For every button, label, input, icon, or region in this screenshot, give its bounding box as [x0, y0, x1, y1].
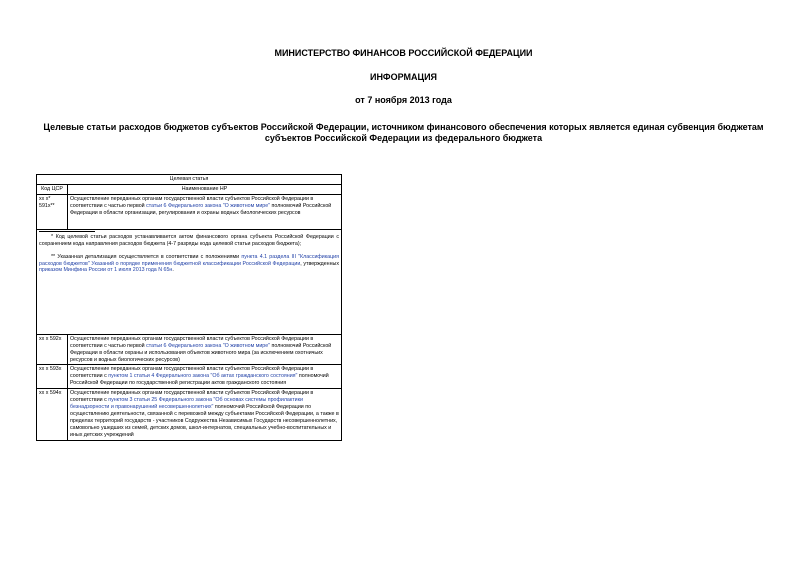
footnote-star1: * Код целевой статьи расходов устанавливается актом финансового органа субъекта Российской Федерации с сохранением кода направления расходов бюджета (4-7 разряды кода целевой статьи расходов бюджета);	[39, 233, 339, 247]
law-link[interactable]: пунктом 3 статьи 25 Федерального закона "Об основах системы профилактики безнадзорности и правонарушений несовершеннолетних"	[70, 397, 303, 410]
footnote-text: .	[172, 267, 174, 274]
row-text: Осуществление переданных органам государственной власти субъектов Российской Федерации в соответствии с	[70, 366, 314, 380]
row-text: полномочий Российской Федерации по государственной регистрации актов гражданского состояния	[70, 373, 329, 387]
law-link[interactable]: статьи 6 Федерального закона "О животном мире"	[146, 202, 271, 209]
footnote-row	[37, 229, 342, 334]
row-text: полномочий Российской Федерации в области организации, регулирования и охраны водных биологических ресурсов	[70, 202, 332, 216]
row-name	[68, 334, 342, 365]
row-code: хх х 594х	[37, 389, 68, 440]
column-header-code: Код ЦСР	[37, 184, 68, 194]
row-text: полномочий Российской Федерации в области охраны и использования объектов животного мира (за исключением охотничьих ресурсов и водных биологических ресурсов)	[70, 342, 332, 363]
row-text: Осуществление переданных органам государственной власти субъектов Российской Федерации в соответствии с частью первой	[70, 335, 314, 349]
row-text: Осуществление переданных органам государственной власти субъектов Российской Федерации в соответствии с частью первой	[70, 195, 314, 209]
document-title: Целевые статьи расходов бюджетов субъектов Российской Федерации, источником финансового обеспечения которых является единая субвенция бюджетам субъектов Российской Федерации из федерального бюджета	[43, 122, 764, 143]
row-name	[68, 389, 342, 440]
target-articles-table	[36, 174, 342, 441]
table-row	[37, 334, 342, 365]
table-row	[37, 389, 342, 440]
table-row	[37, 194, 342, 229]
footnote-cell	[37, 229, 342, 334]
table-group-header-row	[37, 175, 342, 185]
row-code: хх х 592х	[37, 334, 68, 365]
table-row	[37, 365, 342, 389]
table-column-header-row	[37, 184, 342, 194]
info-heading: ИНФОРМАЦИЯ	[369, 72, 438, 82]
ministry-heading: МИНИСТЕРСТВО ФИНАНСОВ РОССИЙСКОЙ ФЕДЕРАЦИИ	[274, 48, 533, 58]
row-code: хх х 593х	[37, 365, 68, 389]
group-header-cell: Целевая статья	[37, 175, 342, 185]
row-text: полномочий Российской Федерации по осуществлению деятельности, связанной с перевозкой между субъектами Российской Федерации, а также в пределах территорий государств - участников Содружества Независимых Государств несовершеннолетних, самовольно ушедших из семей, детских домов, школ-интернатов, специальных учебно-воспитательных и иных детских учреждений	[70, 403, 339, 438]
footnote-text: , утвержденных	[300, 260, 339, 267]
footnote-star2	[39, 254, 339, 275]
row-name	[68, 194, 342, 229]
footnote-divider	[39, 231, 95, 232]
column-header-name: Наименование НР	[68, 184, 342, 194]
row-text: Осуществление переданных органам государственной власти субъектов Российской Федерации в соответствии с	[70, 390, 314, 404]
row-code: хх х* 591х**	[37, 194, 68, 229]
law-link[interactable]: пунктом 1 статьи 4 Федерального закона "Об актах гражданского состояния"	[108, 373, 298, 380]
law-link[interactable]: статьи 6 Федерального закона "О животном мире"	[146, 342, 271, 349]
row-name	[68, 365, 342, 389]
date-heading: от 7 ноября 2013 года	[355, 95, 452, 105]
classification-link[interactable]: пункта 4.1 раздела III "Классификация расходов бюджетов" Указаний о порядке применения бюджетной классификации Российской Федерации	[39, 253, 339, 267]
order-link[interactable]: приказом Минфина России от 1 июля 2013 года N 65н	[39, 267, 173, 274]
footnote-text: ** Указанная детализация осуществляется в соответствии с положениями	[51, 253, 242, 260]
